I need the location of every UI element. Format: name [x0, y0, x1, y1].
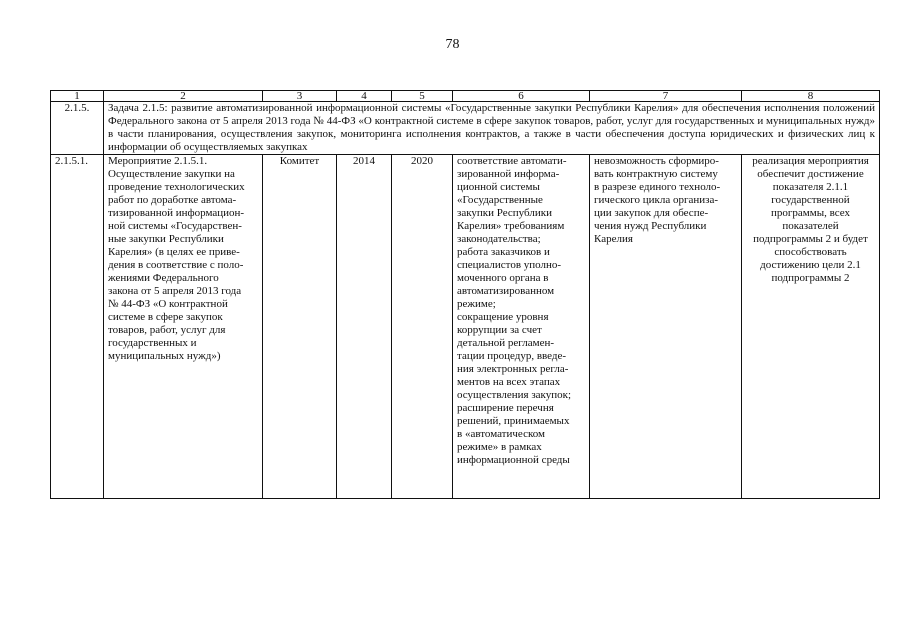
activity-code: 2.1.5.1. [51, 155, 104, 499]
column-number: 3 [263, 91, 337, 102]
task-code: 2.1.5. [51, 102, 104, 155]
activity-executor: Комитет [263, 155, 337, 499]
program-table [50, 90, 880, 499]
column-number: 8 [742, 91, 880, 102]
column-number: 4 [337, 91, 392, 102]
activity-start-year: 2014 [337, 155, 392, 499]
column-number: 6 [453, 91, 590, 102]
activity-row [51, 155, 880, 499]
column-number: 2 [104, 91, 263, 102]
column-number: 1 [51, 91, 104, 102]
task-row [51, 102, 880, 155]
activity-indicator-link: реализация мероприятия обеспечит достижение показателя 2.1.1 государственной программы, всех показателей подпрограммы 2 и будет способствовать достижению цели 2.1 подпрограммы 2 [742, 155, 880, 499]
column-number-row [51, 91, 880, 102]
column-number: 7 [590, 91, 742, 102]
activity-consequences: невозможность сформиро- вать контрактную систему в разрезе единого техноло- гического цикла организа- ции закупок для обеспе- чения нужд Республики Карелия [590, 155, 742, 499]
column-number: 5 [392, 91, 453, 102]
activity-name: Мероприятие 2.1.5.1. Осуществление закупки на проведение технологических работ по доработке автома- тизированной информацион- ной системы «Государствен- ные закупки Республики Карелия» (в целях ее приве- дения в соответствие с поло- жениями Федерального закона от 5 апреля 2013 года № 44-ФЗ «О контрактной системе в сфере закупок товаров, работ, услуг для государственных и муниципальных нужд») [104, 155, 263, 499]
page-number: 78 [445, 37, 460, 52]
task-description: Задача 2.1.5: развитие автоматизированной информационной системы «Государственные закупки Республики Карелия» для обеспечения исполнения положений Федерального закона от 5 апреля 2013 года № 44-ФЗ «О контрактной системе в сфере закупок товаров, работ, услуг для государственных и муниципальных нужд» в части планирования, осуществления закупок, мониторинга исполнения контрактов, а также в части обеспечения доступа юридических и физических лиц к информации об осуществляемых закупках [104, 102, 880, 155]
activity-expected-result: соответствие автомати- зированной информа- ционной системы «Государственные закупки Республики Карелия» требованиям законодательства; работа заказчиков и специалистов уполно- моченного органа в автоматизированном режиме; сокращение уровня коррупции за счет детальной регламен- тации процедур, введе- ния электронных регла- ментов на всех этапах осуществления закупок; расширение перечня решений, принимаемых в «автоматическом режиме» в рамках информационной среды [453, 155, 590, 499]
activity-end-year: 2020 [392, 155, 453, 499]
